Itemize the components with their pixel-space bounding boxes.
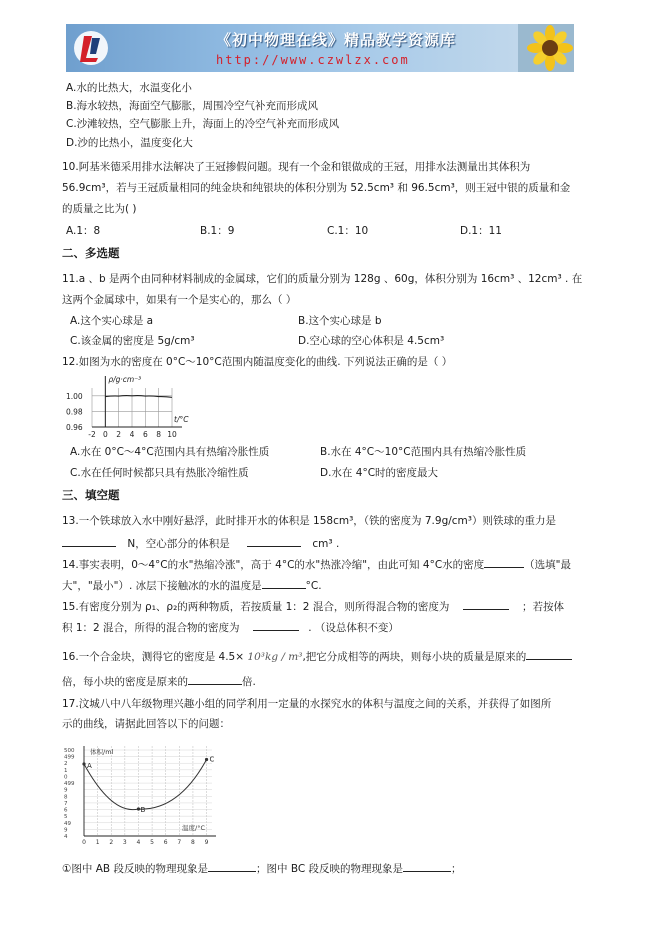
q16-text-4: 倍. <box>242 676 256 688</box>
chart2-x-tick: 7 <box>177 839 182 846</box>
chart2-point-label-b: B <box>140 806 146 814</box>
q15-text-2: ；若按体 <box>522 601 565 613</box>
q9-option-a: A.水的比热大，水温变化小 <box>66 82 192 94</box>
chart2-y-tick: 9 <box>64 827 68 834</box>
q17-sub1-text-2: ；图中 BC 段反映的物理现象是 <box>255 863 404 875</box>
q17-stem-line1: 17.汶城八中八年级物理兴趣小组的同学利用一定量的水探究水的体积与温度之间的关系，并获得了如图所 <box>62 698 552 710</box>
chart1-x-tick: 4 <box>129 430 135 439</box>
q13-text-2: N，空心部分的体积是 <box>127 538 230 550</box>
q10-stem-line3: 的质量之比为( ) <box>62 203 137 215</box>
q10-option-c: C.1：10 <box>327 225 369 237</box>
q17-sub1 <box>62 860 462 876</box>
q14-text-1: 14.事实表明，0～4°C的水"热缩冷涨"，高于 4°C的水"热涨冷缩"，由此可知 4°C水的密度 <box>62 559 485 571</box>
q13-stem-line2 <box>62 535 339 551</box>
q16-text-2: ,把它分成相等的两块，则每小块的质量是原来的 <box>302 651 527 663</box>
q13-blank-2[interactable] <box>247 535 301 547</box>
q17-sub1-text-3: ； <box>451 863 462 875</box>
chart1-x-tick: 10 <box>167 430 177 439</box>
chart1-x-tick: 2 <box>116 430 122 439</box>
q17-sub1-text-1: ①图中 AB 段反映的物理现象是 <box>62 863 208 875</box>
chart2-x-tick: 3 <box>122 839 127 846</box>
q14-text-2: （选填"最 <box>524 559 572 571</box>
chart2-y-tick: 499 <box>64 781 75 788</box>
q12-option-c: C.水在任何时候都只具有热胀冷缩性质 <box>70 467 249 479</box>
q16-blank-2[interactable] <box>188 673 242 685</box>
chart2-ylabel: 体积/ml <box>90 748 114 756</box>
chart2-y-tick: 500 <box>64 748 75 754</box>
sunflower-icon <box>518 24 574 72</box>
chart2-y-tick: 6 <box>64 807 68 814</box>
q9-option-b: B.海水较热，海面空气膨胀，周围冷空气补充而形成风 <box>66 100 319 112</box>
section-heading-multiple-choice: 二、多选题 <box>62 246 120 260</box>
logo-icon <box>72 28 110 68</box>
chart2-point-label-c: C <box>209 755 215 764</box>
q13-text-3: cm³ . <box>312 538 340 550</box>
q14-blank-1[interactable] <box>484 556 524 568</box>
q16-unit: 10³kg / m³ <box>247 651 303 663</box>
q16-text-3: 倍，每小块的密度是原来的 <box>62 676 188 688</box>
chart2-y-tick: 7 <box>64 800 68 807</box>
section-heading-fill-blank: 三、填空题 <box>62 488 120 502</box>
chart2-x-tick: 1 <box>95 839 100 846</box>
chart2-x-tick: 8 <box>191 839 195 846</box>
header-banner <box>66 24 574 72</box>
chart1-xlabel: t/°C <box>174 415 189 424</box>
q9-option-d: D.沙的比热小，温度变化大 <box>66 137 193 149</box>
q15-text-4: . （设总体积不变） <box>308 622 399 634</box>
chart2-y-tick: 9 <box>64 787 68 794</box>
chart2-y-tick: 2 <box>64 761 68 768</box>
q11-option-c: C.该金属的密度是 5g/cm³ <box>70 335 195 347</box>
q14-blank-2[interactable] <box>262 577 306 589</box>
chart2-y-tick: 1 <box>64 767 68 774</box>
chart2-series-line <box>84 760 207 810</box>
q12-option-d: D.水在 4°C时的密度最大 <box>320 467 439 479</box>
q16-stem-line1 <box>62 648 572 664</box>
chart2-x-tick: 2 <box>109 839 114 846</box>
banner-url[interactable]: http://www.czwlzx.com <box>216 53 410 67</box>
q10-option-a: A.1：8 <box>66 225 101 237</box>
chart1-x-tick: 8 <box>156 430 162 439</box>
chart2-x-tick: 0 <box>82 839 86 846</box>
chart2-point-a <box>82 762 85 765</box>
q15-text-1: 15.有密度分别为 ρ₁、ρ₂的两种物质，若按质量 1：2 混合，则所得混合物的密度为 <box>62 601 450 613</box>
q15-stem-line1 <box>62 598 564 614</box>
q14-stem-line1 <box>62 556 571 572</box>
chart1-y-tick: 1.00 <box>66 391 83 401</box>
q11-option-b: B.这个实心球是 b <box>298 315 382 327</box>
volume-temperature-chart <box>62 740 222 854</box>
q9-option-c: C.沙滩较热，空气膨胀上升，海面上的冷空气补充而形成风 <box>66 118 340 130</box>
chart1-x-tick: 6 <box>142 430 148 439</box>
q16-blank-1[interactable] <box>526 648 572 660</box>
chart1-ylabel: ρ/g·cm⁻³ <box>108 375 142 384</box>
q14-stem-line2 <box>62 577 322 593</box>
q10-stem-line1: 10.阿基米德采用排水法解决了王冠掺假问题。现有一个金和银做成的王冠，用排水法测量出其体积为 <box>62 161 531 173</box>
chart2-x-tick: 5 <box>150 839 154 846</box>
q10-option-d: D.1：11 <box>460 225 502 237</box>
q15-stem-line2 <box>62 619 399 635</box>
chart2-y-tick: 499 <box>64 754 75 761</box>
chart2-y-tick: 4 <box>64 834 68 840</box>
q12-stem: 12.如图为水的密度在 0°C～10°C范围内随温度变化的曲线. 下列说法正确的是（ ） <box>62 356 453 368</box>
chart1-x-tick: 0 <box>102 430 108 439</box>
q15-blank-2[interactable] <box>253 619 299 631</box>
q10-option-b: B.1：9 <box>200 225 235 237</box>
density-temperature-chart <box>62 372 202 442</box>
chart2-y-tick: 8 <box>64 794 68 801</box>
q12-option-a: A.水在 0°C～4°C范围内具有热缩冷胀性质 <box>70 446 270 458</box>
q11-option-a: A.这个实心球是 a <box>70 315 154 327</box>
chart2-y-tick: 5 <box>64 814 68 821</box>
chart2-x-tick: 9 <box>204 839 209 846</box>
q14-text-3: 大"，"最小"）. 冰层下接触冰的水的温度是 <box>62 580 262 592</box>
q17-blank-2[interactable] <box>403 860 451 872</box>
chart1-x-tick: -2 <box>88 430 96 439</box>
chart1-y-tick: 0.96 <box>66 423 83 432</box>
chart2-xlabel: 温度/°C <box>182 824 205 832</box>
q13-blank-1[interactable] <box>62 535 116 547</box>
q17-blank-1[interactable] <box>208 860 256 872</box>
q15-blank-1[interactable] <box>463 598 509 610</box>
chart2-y-tick: 0 <box>64 774 68 781</box>
chart2-y-tick: 49 <box>64 820 71 827</box>
chart2-x-tick: 4 <box>136 839 141 846</box>
chart2-point-label-a: A <box>87 762 92 770</box>
q12-option-b: B.水在 4°C～10°C范围内具有热缩冷胀性质 <box>320 446 527 458</box>
q11-option-d: D.空心球的空心体积是 4.5cm³ <box>298 335 445 347</box>
banner-title: 《初中物理在线》精品教学资源库 <box>216 31 457 49</box>
q11-stem-line2: 这两个金属球中，如果有一个是实心的，那么（ ） <box>62 294 297 306</box>
q17-stem-line2: 示的曲线，请据此回答以下的问题： <box>62 718 230 730</box>
q11-stem-line1: 11.a 、b 是两个由同种材料制成的金属球，它们的质量分别为 128g 、60g，体积分别为 16cm³ 、12cm³ . 在 <box>62 273 583 285</box>
q13-stem-line1: 13.一个铁球放入水中刚好悬浮，此时排开水的体积是 158cm³，（铁的密度为 7.9g/cm³）则铁球的重力是 <box>62 515 556 527</box>
q10-stem-line2: 56.9cm³，若与王冠质量相同的纯金块和纯银块的体积分别为 52.5cm³ 和 96.5cm³，则王冠中银的质量和金 <box>62 182 571 194</box>
q16-stem-line2 <box>62 673 256 689</box>
q16-text-1: 16.一个合金块，测得它的密度是 4.5× <box>62 651 245 663</box>
q15-text-3: 积 1：2 混合，所得的混合物的密度为 <box>62 622 240 634</box>
chart2-x-tick: 6 <box>163 839 168 846</box>
q14-text-4: °C. <box>305 580 322 592</box>
chart1-y-tick: 0.98 <box>66 407 83 417</box>
chart2-point-c <box>205 758 208 761</box>
